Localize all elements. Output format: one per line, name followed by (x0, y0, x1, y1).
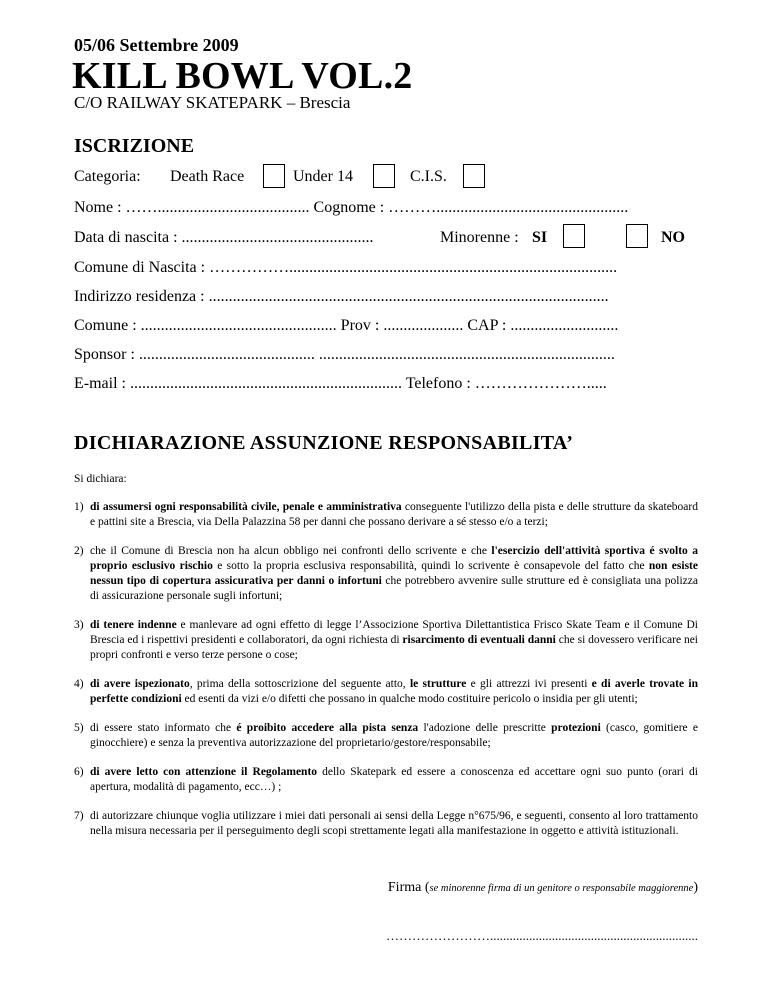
category-death-race-label: Death Race (170, 168, 245, 185)
list-item: 6) di avere letto con attenzione il Regolamento dello Skatepark ed essere a conoscenza ed accettare ogni suo punto (orari di apertura, modalità di pagamento, ecc…) ; (74, 766, 698, 793)
minorenne-no-checkbox[interactable] (626, 224, 648, 248)
category-cis-checkbox[interactable] (463, 164, 485, 188)
minorenne-si-checkbox[interactable] (563, 224, 585, 248)
firma-note: se minorenne firma di un genitore o responsabile maggiorenne (429, 883, 694, 894)
firma-label: Firma (se minorenne firma di un genitore o responsabile maggiorenne) (387, 880, 698, 895)
nome-cognome-field[interactable]: Nome : ……...................................... Cognome : ………................................................ (74, 199, 629, 216)
comune-prov-cap-field[interactable]: Comune : ................................................. Prov : .................... CAP : ........................... (74, 317, 619, 334)
data-nascita-field[interactable]: Data di nascita : ................................................ (74, 229, 374, 246)
category-cis-label: C.I.S. (410, 168, 447, 185)
category-under14-checkbox[interactable] (373, 164, 395, 188)
email-telefono-field[interactable]: E-mail : .................................................................... Telefono : …………………..... (74, 375, 607, 392)
minorenne-no-label: NO (661, 229, 685, 246)
dichiarazione-intro: Si dichiara: (74, 473, 127, 485)
indirizzo-field[interactable]: Indirizzo residenza : .................................................................................................... (74, 288, 609, 305)
list-item: 7) di autorizzare chiunque voglia utilizzare i miei dati personali ai sensi della Legge n°675/96, e seguenti, consento al loro trattamento nella misura necessaria per il perseguimento degli scopi strettamente legati alla manifestazione in oggetto e attività istituzionali. (74, 810, 698, 837)
signature-field[interactable]: ……………………................................................................ (386, 928, 698, 943)
minorenne-label: Minorenne : (440, 229, 519, 246)
list-item: 3) di tenere indenne e manlevare ad ogni effetto di legge l’Associzione Sportiva Dilettantistica Frisco Skate Team e il Comune Di Brescia ed i rispettivi presidenti e collaboratori, da ogni richiesta di risarcimento di eventuali danni che si dovessero verificare nei propri confronti e verso terze persone o cose; (74, 619, 698, 661)
list-item: 5) di essere stato informato che é proibito accedere alla pista senza l'adozione delle prescritte protezioni (casco, gomitiere e ginocchiere) e senza la preventiva autorizzazione del proprietario/gestore/responsabile; (74, 722, 698, 749)
comune-nascita-field[interactable]: Comune di Nascita : …………….................................................................................. (74, 259, 618, 276)
event-date: 05/06 Settembre 2009 (74, 35, 239, 55)
list-item: 2) che il Comune di Brescia non ha alcun obbligo nei confronti dello scrivente e che l'esercizio dell'attività sportiva é svolto a proprio esclusivo rischio e sotto la propria esclusiva responsabilità, quindi lo scrivente è consapevole del fatto che non esiste nessun tipo di copertura assicurativa per danni o infortuni che potrebbero avvenire sulle strutture ed è consigliata una polizza di assicurazione personale sugli infortuni; (74, 545, 698, 602)
minorenne-si-label: SI (532, 229, 548, 246)
event-venue: C/O RAILWAY SKATEPARK – Brescia (74, 93, 351, 112)
section-heading-dichiarazione: DICHIARAZIONE ASSUNZIONE RESPONSABILITA’ (74, 432, 574, 454)
category-under14-label: Under 14 (293, 168, 353, 185)
dichiarazione-list (74, 500, 698, 853)
list-item: 1) di assumersi ogni responsabilità civile, penale e amministrativa conseguente l'utilizzo della pista e delle strutture da skateboard e pattini site a Brescia, via Della Palazzina 58 per danni che possano derivare a sé stesso e/o a terzi; (74, 501, 698, 528)
categoria-label: Categoria: (74, 168, 141, 185)
section-heading-iscrizione: ISCRIZIONE (74, 135, 195, 157)
sponsor-field[interactable]: Sponsor : ............................................ .......................................................................... (74, 346, 615, 363)
event-title: KILL BOWL VOL.2 (72, 55, 413, 97)
list-item: 4) di avere ispezionato, prima della sottoscrizione del seguente atto, le strutture e gli attrezzi ivi presenti e di averle trovate in perfette condizioni ed esenti da vizi e/o difetti che possano in qualche modo costituire pericolo o insidia per gli utenti; (74, 678, 698, 705)
category-death-race-checkbox[interactable] (263, 164, 285, 188)
